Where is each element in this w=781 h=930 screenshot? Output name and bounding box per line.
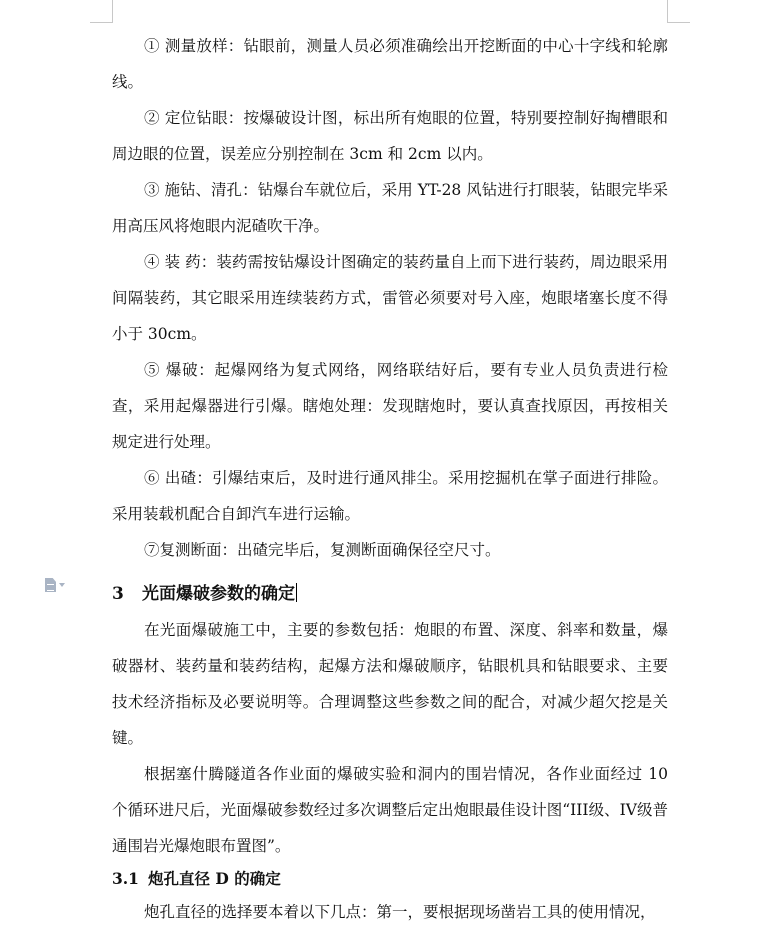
document-icon bbox=[45, 578, 56, 592]
section-3-heading[interactable] bbox=[112, 576, 668, 612]
paragraph-step-1: ① 测量放样：钻眼前，测量人员必须准确绘出开挖断面的中心十字线和轮廓线。 bbox=[112, 37, 668, 91]
section-3-paragraph-1: 在光面爆破施工中，主要的参数包括：炮眼的布置、深度、斜率和数量，爆破器材、装药量和装药结构，起爆方法和爆破顺序，钻眼机具和钻眼要求、主要技术经济指标及必要说明等。合理调整这些参数之间的配合，对减少超欠挖是关键。 bbox=[112, 621, 668, 747]
section-3-1-title: 炮孔直径 D 的确定 bbox=[148, 869, 281, 888]
section-3-paragraph-2: 根据塞什腾隧道各作业面的爆破实验和洞内的围岩情况，各作业面经过 10 个循环进尺后，光面爆破参数经过多次调整后定出炮眼最佳设计图“III级、IV级普通围岩光爆炮眼布置图”。 bbox=[112, 765, 668, 855]
document-body bbox=[112, 28, 668, 930]
paragraph-step-4: ④ 装 药：装药需按钻爆设计图确定的装药量自上而下进行装药，周边眼采用间隔装药，其它眼采用连续装药方式，雷管必须要对号入座，炮眼堵塞长度不得小于 30cm。 bbox=[112, 253, 668, 343]
section-3-1-heading bbox=[112, 864, 668, 894]
paragraph-step-5: ⑤ 爆破：起爆网络为复式网络，网络联结好后，要有专业人员负责进行检查，采用起爆器进行引爆。瞎炮处理：发现瞎炮时，要认真查找原因，再按相关规定进行处理。 bbox=[112, 361, 668, 451]
paragraph-menu-button[interactable] bbox=[45, 577, 71, 593]
section-3-1-number: 3.1 bbox=[112, 869, 139, 888]
crop-mark-left bbox=[90, 0, 113, 23]
paragraph-step-6: ⑥ 出碴：引爆结束后，及时进行通风排尘。采用挖掘机在掌子面进行排险。采用装载机配合自卸汽车进行运输。 bbox=[112, 469, 668, 523]
section-3-1-paragraph: 炮孔直径的选择要本着以下几点：第一，要根据现场凿岩工具的使用情况， bbox=[144, 903, 656, 921]
section-3-title: 光面爆破参数的确定 bbox=[142, 584, 295, 604]
paragraph-step-7: ⑦复测断面：出碴完毕后，复测断面确保径空尺寸。 bbox=[144, 541, 501, 559]
paragraph-step-2: ② 定位钻眼：按爆破设计图，标出所有炮眼的位置，特别要控制好掏槽眼和周边眼的位置，误差应分别控制在 3cm 和 2cm 以内。 bbox=[112, 109, 668, 163]
text-cursor bbox=[296, 583, 297, 602]
section-3-number: 3 bbox=[112, 584, 124, 604]
chevron-down-icon bbox=[59, 583, 65, 587]
crop-mark-right bbox=[667, 0, 690, 23]
paragraph-step-3: ③ 施钻、清孔：钻爆台车就位后，采用 YT-28 风钻进行打眼装，钻眼完毕采用高压风将炮眼内泥碴吹干净。 bbox=[112, 181, 668, 235]
